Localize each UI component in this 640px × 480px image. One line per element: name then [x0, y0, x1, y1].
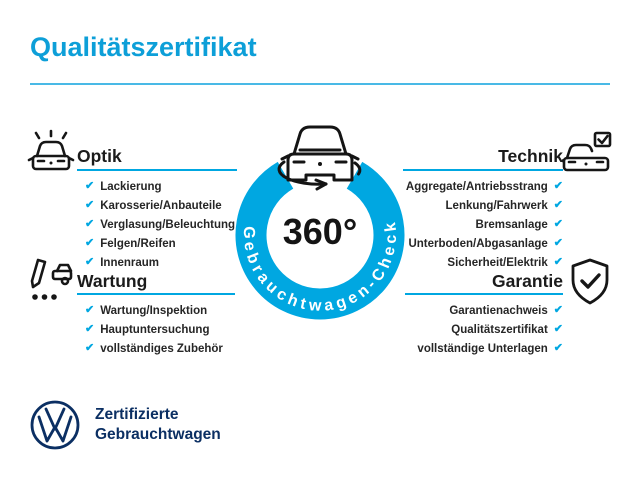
section-heading-technik: Technik: [498, 146, 563, 166]
list-item-label: Garantienachweis: [449, 304, 548, 317]
list-item: [85, 320, 240, 339]
certified-used-cars-wordmark: [95, 405, 221, 445]
degree-label: 360°: [282, 211, 358, 252]
list-item-label: Innenraum: [100, 256, 160, 269]
wordmark-line-1: Zertifizierte: [95, 406, 179, 423]
list-item: [85, 234, 240, 253]
shield-check-icon: [567, 257, 613, 309]
wartung-underline: [77, 293, 235, 295]
list-item-label: Aggregate/Antriebsstrang: [405, 180, 548, 193]
list-item-label: Felgen/Reifen: [100, 237, 176, 250]
section-heading-wartung: Wartung: [77, 271, 148, 291]
list-item-label: Lenkung/Fahrwerk: [445, 199, 548, 212]
vw-logo: [29, 399, 81, 451]
check-icon: ✔: [85, 323, 95, 335]
technik-underline: [403, 169, 563, 171]
optik-underline: [77, 169, 237, 171]
check-icon: ✔: [553, 218, 563, 230]
list-item: [85, 196, 240, 215]
section-heading-optik: Optik: [77, 146, 122, 166]
check-icon: ✔: [85, 218, 95, 230]
check-icon: ✔: [85, 199, 95, 211]
list-item-label: Lackierung: [100, 180, 162, 193]
check-icon: ✔: [85, 237, 95, 249]
page-title: Qualitätszertifikat: [30, 32, 257, 62]
check-icon: ✔: [85, 342, 95, 354]
section-heading-garantie: Garantie: [492, 271, 563, 291]
list-item-label: Unterboden/Abgasanlage: [408, 237, 548, 250]
service-checklist-icon: [26, 257, 76, 309]
list-item: [85, 215, 240, 234]
list-item-label: Hauptuntersuchung: [100, 323, 210, 336]
check-icon: ✔: [553, 237, 563, 249]
list-item: [85, 339, 240, 358]
list-item: [368, 339, 563, 358]
check-icon: ✔: [553, 256, 563, 268]
optik-checklist: [85, 177, 240, 272]
list-item-label: Verglasung/Beleuchtung: [100, 218, 236, 231]
list-item: [85, 253, 240, 272]
check-icon: ✔: [85, 180, 95, 192]
list-item: [85, 301, 240, 320]
sparkling-car-icon: [26, 129, 76, 179]
list-item-label: vollständige Unterlagen: [417, 342, 548, 355]
wartung-checklist: [85, 301, 240, 358]
list-item-label: vollständiges Zubehör: [100, 342, 223, 355]
car-checkbox-icon: [562, 129, 614, 179]
car-360-icon: [279, 127, 360, 189]
ring-label: Gebrauchtwagen-Check: [239, 217, 401, 315]
list-item-label: Sicherheit/Elektrik: [447, 256, 548, 269]
list-item-label: Karosserie/Anbauteile: [100, 199, 222, 212]
check-icon: ✔: [553, 304, 563, 316]
check-icon: ✔: [553, 199, 563, 211]
check-icon: ✔: [85, 304, 95, 316]
list-item-label: Qualitätszertifikat: [451, 323, 548, 336]
check-icon: ✔: [553, 342, 563, 354]
list-item-label: Bremsanlage: [475, 218, 548, 231]
list-item-label: Wartung/Inspektion: [100, 304, 208, 317]
wordmark-line-2: Gebrauchtwagen: [95, 426, 221, 443]
check-icon: ✔: [553, 323, 563, 335]
check-icon: ✔: [85, 256, 95, 268]
garantie-underline: [405, 293, 563, 295]
check-icon: ✔: [553, 180, 563, 192]
list-item: [85, 177, 240, 196]
title-divider: [30, 83, 610, 85]
